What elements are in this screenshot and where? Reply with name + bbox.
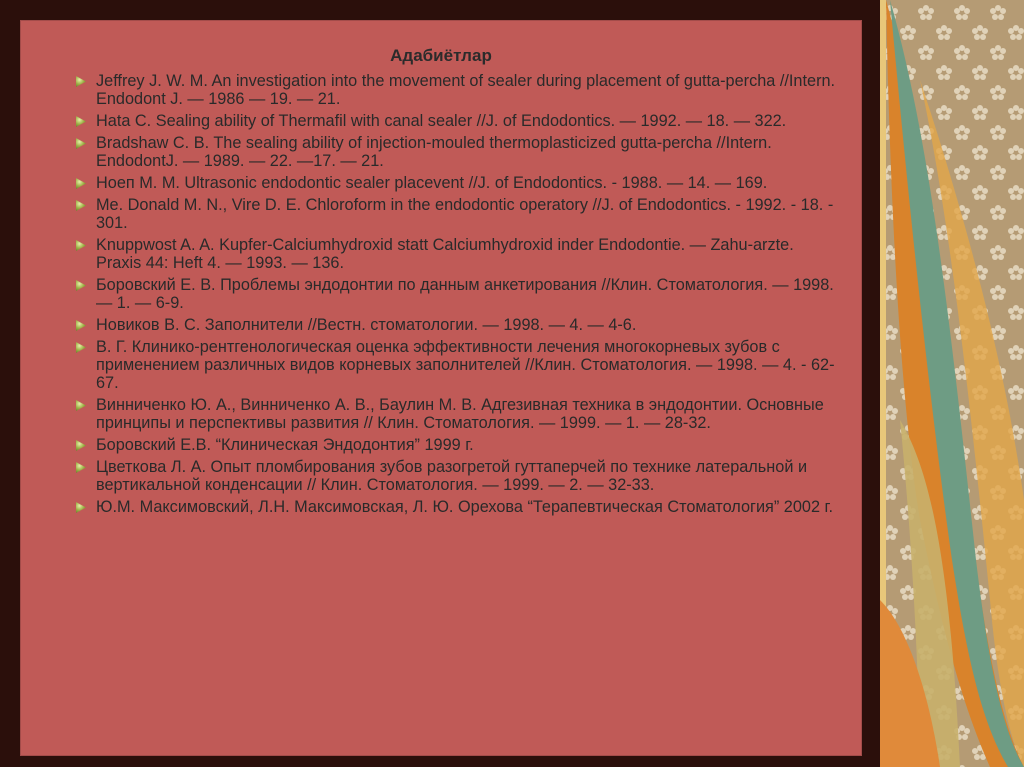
list-item: Ю.М. Максимовский, Л.Н. Максимовская, Л. Ю. Орехова “Терапевтическая Стоматология” 2002 г. xyxy=(76,498,836,516)
triangle-bullet-icon xyxy=(76,320,86,331)
triangle-bullet-icon xyxy=(76,462,86,473)
list-item: Knuppwost A. A. Kupfer-Calciumhydroxid statt Calciumhydroxid inder Endodontie. — Zahu-arzte. Praxis 44: Heft 4. — 1993. — 136. xyxy=(76,236,836,272)
triangle-bullet-icon xyxy=(76,178,86,189)
list-item: Hata C. Sealing ability of Thermafil with canal sealer //J. of Endodontics. — 1992. — 18. — 322. xyxy=(76,112,836,130)
triangle-bullet-icon xyxy=(76,76,86,87)
list-item: Bradshaw C. B. The sealing ability of injection-mouled thermoplasticized gutta-percha //Intern. EndodontJ. — 1989. — 22. —17. — 21. xyxy=(76,134,836,170)
list-item: Боровский Е. В. Проблемы эндодонтии по данным анкетирования //Клин. Стоматология. — 1998. — 1. — 6-9. xyxy=(76,276,836,312)
reference-list xyxy=(76,72,836,520)
list-item: Боровский Е.В. “Клиническая Эндодонтия” 1999 г. xyxy=(76,436,836,454)
list-item: Ноеп M. M. Ultrasonic endodontic sealer placevent //J. of Endodontics. - 1988. — 14. — 169. xyxy=(76,174,836,192)
list-item: Новиков В. С. Заполнители //Вестн. стоматологии. — 1998. — 4. — 4-6. xyxy=(76,316,836,334)
triangle-bullet-icon xyxy=(76,440,86,451)
triangle-bullet-icon xyxy=(76,342,86,353)
decorative-side-panel xyxy=(880,0,1024,767)
triangle-bullet-icon xyxy=(76,138,86,149)
triangle-bullet-icon xyxy=(76,400,86,411)
list-item: Цветкова Л. А. Опыт пломбирования зубов разогретой гуттаперчей по технике латеральной и вертикальной конденсации // Клин. Стоматология. — 1999. — 2. — 32-33. xyxy=(76,458,836,494)
list-item: Винниченко Ю. А., Винниченко А. В., Баулин М. В. Адгезивная техника в эндодонтии. Основные принципы и перспективы развития // Клин. Стоматология. — 1999. — 1. — 28-32. xyxy=(76,396,836,432)
list-item: В. Г. Клинико-рентгенологическая оценка эффективности лечения многокорневых зубов с применением различных видов корневых заполнителей //Клин. Стоматология. — 1998. — 4. - 62-67. xyxy=(76,338,836,392)
triangle-bullet-icon xyxy=(76,280,86,291)
list-item: Me. Donald M. N., Vire D. E. Chloroform in the endodontic operatory //J. of Endodontics. - 1992. - 18. - 301. xyxy=(76,196,836,232)
slide-title: Адабиётлар xyxy=(390,46,492,65)
triangle-bullet-icon xyxy=(76,116,86,127)
floral-ribbon-decoration xyxy=(880,0,1024,767)
triangle-bullet-icon xyxy=(76,502,86,513)
triangle-bullet-icon xyxy=(76,240,86,251)
triangle-bullet-icon xyxy=(76,200,86,211)
content-panel xyxy=(20,20,862,756)
list-item: Jeffrey J. W. M. An investigation into the movement of sealer during placement of gutta-percha //Intern. Endodont J. — 1986 — 19. — 21. xyxy=(76,72,836,108)
